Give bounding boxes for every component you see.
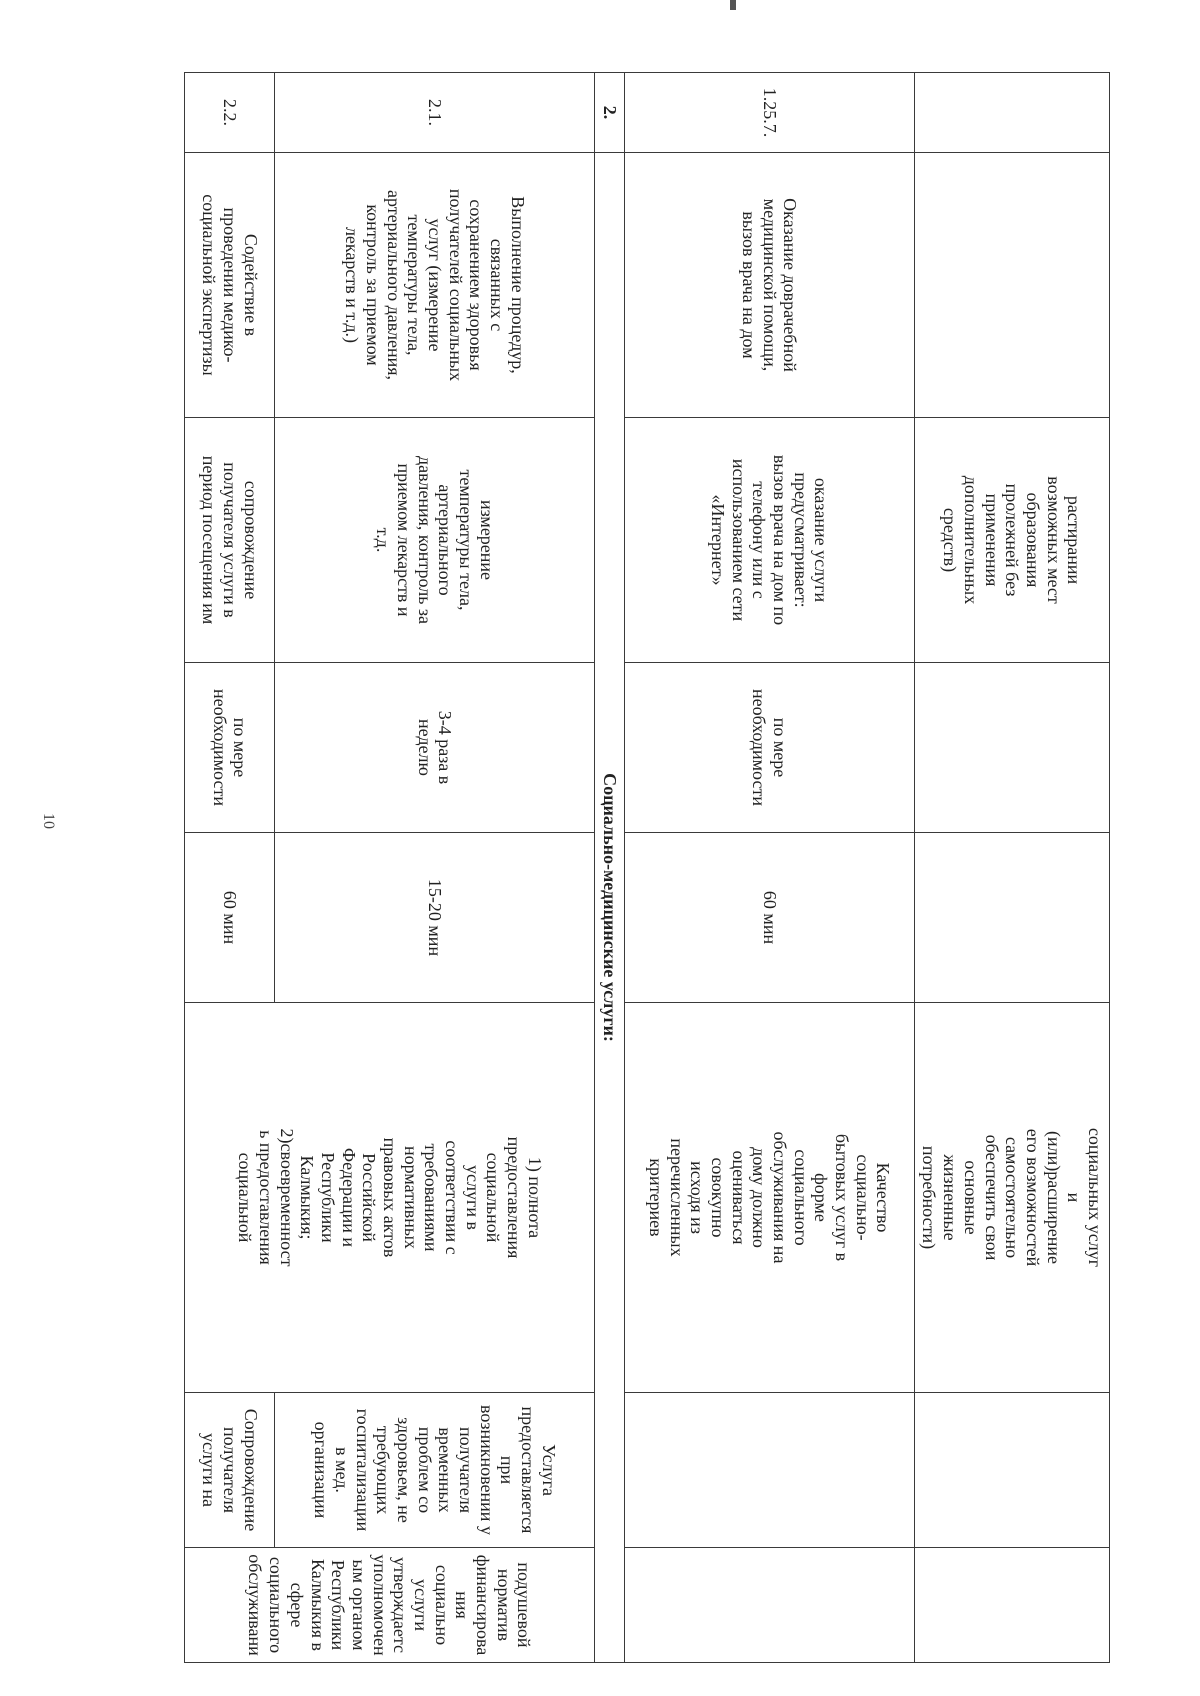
cell-name <box>185 153 275 418</box>
services-table <box>184 72 1110 1663</box>
norm-text: подушевой норматив финансирова ния социально услуги утверждаетс уполномочен ым органом Республики Калмыкия в сфере социального обслуживани <box>245 1554 535 1656</box>
cell-frequency <box>914 663 1109 833</box>
scan-mark <box>730 0 736 10</box>
cell-frequency <box>624 663 914 833</box>
cell-description <box>275 418 595 663</box>
frequency-text: по мере необходимости <box>749 688 790 806</box>
frequency-text: по мере необходимости <box>209 688 251 806</box>
cell-frequency <box>275 663 595 833</box>
frequency-text: 3-4 раза в неделю <box>414 710 456 785</box>
section-row <box>595 73 625 1663</box>
cell-quality <box>185 1003 595 1393</box>
cell-name <box>624 153 914 418</box>
cell-num <box>624 73 914 153</box>
row-number: 1.25.7. <box>759 87 780 138</box>
description-text: измерение температуры тела, артериального давления, контроль за приемом лекарств и т.д. <box>373 455 497 625</box>
description-text: растирании возможных мест образования пролежней без применения дополнительных средств) <box>940 475 1085 605</box>
cell-norm <box>185 1548 595 1663</box>
table-row <box>185 73 275 1663</box>
quality-text: Качество социально- бытовых услуг в форме социального обслуживания на дому должно оцениваться совокупно исходя из перечисленных критериев <box>645 1131 894 1264</box>
service-name: Выполнение процедур, связанных с сохранением здоровья получателей социальных услуг (измерение температуры тела, артериального давления, контроль за приемом лекарств и т.д.) <box>342 188 528 382</box>
conditions-text: Услуга предоставляется при возникновении у получателя временных проблем со здоровьем, не требующих госпитализации в мед. организации <box>311 1405 559 1535</box>
quality-text: социальных услуг и (или)расширение его возможностей самостоятельно обеспечить свои основные жизненные потребности) <box>919 1127 1105 1268</box>
description-text: сопровождение получателя услуги в период посещения им <box>199 455 261 625</box>
conditions-text: Сопровождение получателя услуги на <box>199 1408 261 1532</box>
table-row <box>624 73 914 1663</box>
cell-quality <box>624 1003 914 1393</box>
row-number: 2.1. <box>424 99 445 126</box>
cell-name <box>275 153 595 418</box>
cell-norm <box>914 1548 1109 1663</box>
cell-duration <box>624 833 914 1003</box>
duration-text: 60 мин <box>219 890 240 945</box>
cell-duration <box>185 833 275 1003</box>
cell-duration <box>914 833 1109 1003</box>
cell-norm <box>624 1548 914 1663</box>
quality-text: 1) полнота предоставления социальной услуги в соответствии с требованиями нормативных правовых актов Российской Федерации и Республики Калмыкия; 2)своевременност ь предоставления социальной <box>235 1128 545 1267</box>
cell-num <box>185 73 275 153</box>
cell-conditions <box>275 1393 595 1548</box>
service-name: Оказание доврачебной медицинской помощи, вызов врача на дом <box>738 198 801 372</box>
cell-frequency <box>185 663 275 833</box>
page-number: 10 <box>40 813 57 829</box>
duration-text: 15-20 мин <box>424 878 445 957</box>
row-number: 2.2. <box>219 99 240 126</box>
table-row <box>914 73 1109 1663</box>
cell-conditions <box>914 1393 1109 1548</box>
cell-num <box>275 73 595 153</box>
duration-text: 60 мин <box>759 890 780 945</box>
section-number: 2. <box>595 73 625 153</box>
cell-duration <box>275 833 595 1003</box>
cell-conditions <box>185 1393 275 1548</box>
cell-description <box>624 418 914 663</box>
section-title: Социально-медицинские услуги: <box>595 153 625 1663</box>
cell-conditions <box>624 1393 914 1548</box>
cell-num <box>914 73 1109 153</box>
rotated-table-container <box>80 72 1110 1662</box>
cell-description <box>185 418 275 663</box>
cell-name <box>914 153 1109 418</box>
service-name: Содействие в проведении медико- социальной экспертизы <box>199 194 261 376</box>
description-text: оказание услуги предусматривает: вызов врача на дом по телефону или с использованием сети «Интернет» <box>707 454 832 626</box>
cell-description <box>914 418 1109 663</box>
cell-quality <box>914 1003 1109 1393</box>
table-row <box>275 73 595 1663</box>
